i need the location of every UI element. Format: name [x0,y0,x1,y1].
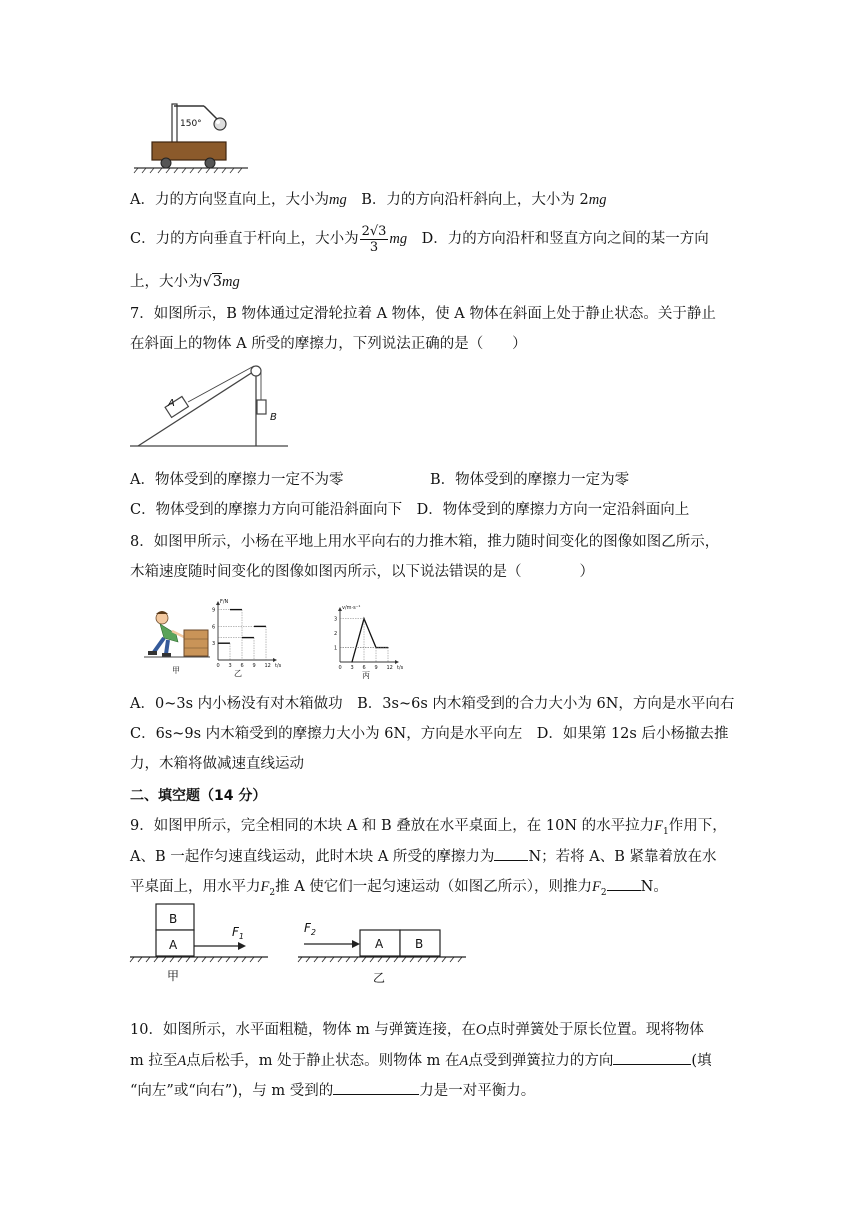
force-x-arrow [273,658,277,662]
force-y-tick: 3 [212,641,216,648]
velocity-line [352,619,388,662]
fig9-yi-label: 乙 [373,971,386,985]
q9-blank-2[interactable] [607,876,641,891]
force-y-tick: 9 [212,607,216,614]
velocity-x-tick: 0 [338,665,342,671]
q6-options-cd: C．力的方向垂直于杆向上，大小为 $\frac{2√3}{3}$ mg D．力的方向沿杆和竖直方向之间的某一方向 [130,223,709,255]
fig-yi-label: 乙 [234,669,242,678]
q6-option-c[interactable]: C．力的方向垂直于杆向上，大小为 [130,231,359,247]
boy-pushing-box-figure [142,604,212,676]
force-x-tick: 0 [216,663,220,669]
q7-stem-line2: 在斜面上的物体 A 所受的摩擦力，下列说法正确的是（ ） [130,336,527,352]
velocity-x-tick: 6 [362,665,366,671]
fig2-block-b: B [415,937,424,951]
cart-rod-ball-figure [130,100,250,175]
q6-fraction: $\frac{2√3}{3}$ [361,223,387,255]
q7-option-b-wrap [430,470,629,490]
q6-option-d[interactable]: D．力的方向沿杆和竖直方向之间的某一方向 [421,231,709,247]
q8-option-a-b[interactable]: A．0~3s 内小杨没有对木箱做功 B．3s~6s 内木箱受到的合力大小为 6N，方向是水平向右 [130,696,735,712]
fig9-jia-label: 甲 [167,969,180,983]
velocity-x-tick: 12 [386,665,393,671]
q9-stem-line2: A、B 一起作匀速直线运动，此时木块 A 所受的摩擦力为 N；若将 A、B 紧靠着放在水 [130,846,716,867]
velocity-y-tick: 3 [334,616,338,623]
force-time-chart [208,596,284,678]
velocity-time-chart [328,598,408,680]
q8-option-d-cont: 力，木箱将做减速直线运动 [130,756,304,772]
velocity-y-tick: 2 [334,631,338,638]
side-by-side-blocks-figure [296,916,468,988]
velocity-x-label: t/s [397,665,404,671]
q6-options-ab: A．力的方向竖直向上，大小为mg B．力的方向沿杆斜向上，大小为 2mg [130,192,607,208]
block-b-label: B [270,412,277,423]
q9-blank-1[interactable] [494,846,528,861]
force-x-label: t/s [275,663,282,669]
q8-option-c-d[interactable]: C．6s~9s 内木箱受到的摩擦力大小为 6N，方向是水平向左 D．如果第 12s 后小杨撤去推 [130,726,729,742]
q8-options-cd [130,724,728,744]
incline-pulley-figure [130,362,290,452]
q8-stem-line1: 8．如图甲所示，小杨在平地上用水平向右的力推木箱，推力随时间变化的图像如图乙所示， [130,534,720,550]
q8-options-ab [130,694,734,714]
q9-stem-line1: 9．如图甲所示，完全相同的木块 A 和 B 叠放在水平桌面上，在 10N 的水平拉力$F_1$作用下， [130,818,727,837]
q10-stem-line1: 10．如图所示，水平面粗糙，物体 m 与弹簧连接，在O点时弹簧处于原长位置。现将物体 [130,1022,704,1038]
q7-options-cd [130,500,689,520]
velocity-y-tick: 1 [334,645,338,652]
q10-blank-2[interactable] [333,1080,419,1095]
fig-jia-label: 甲 [172,666,180,675]
q7-option-a[interactable]: A．物体受到的摩擦力一定不为零 [130,472,344,488]
fig-bing-label: 丙 [362,671,370,680]
q6-option-a[interactable]: A．力的方向竖直向上，大小为 [130,192,329,208]
force-x-tick: 3 [228,663,232,669]
section-title: 二、填空题（14 分） [130,788,267,804]
force-y-tick: 6 [212,624,216,631]
velocity-y-label: v/m·s⁻¹ [342,605,361,611]
q10-stem-line3: “向左”或“向右”)，与 m 受到的 力是一对平衡力。 [130,1080,535,1101]
velocity-x-tick: 9 [374,665,378,671]
angle-label: 150° [180,119,202,129]
q7-option-c[interactable]: C．物体受到的摩擦力方向可能沿斜面向下 [130,502,403,518]
fig2-block-a: A [375,937,384,951]
velocity-x-tick: 3 [350,665,354,671]
q9-stem-line3: 平桌面上，用水平力$F_2$推 A 使它们一起匀速运动（如图乙所示），则推力$F_2$ N。 [130,876,668,903]
block-a-label: A [168,398,175,409]
q10-stem-line2: m 拉至A点后松手，m 处于静止状态。则物体 m 在A点受到弹簧拉力的方向 (填 [130,1050,712,1071]
q7-options-ab [130,470,343,490]
stacked-blocks-figure [128,900,270,986]
q6-option-b[interactable]: B．力的方向沿杆斜向上，大小为 2 [361,192,589,208]
q7-option-b[interactable]: B．物体受到的摩擦力一定为零 [430,472,630,488]
q7-stem-line1: 7．如图所示，B 物体通过定滑轮拉着 A 物体，使 A 物体在斜面上处于静止状态。关于静止 [130,306,716,322]
fig-f1-label: $F_1$ [232,925,244,941]
velocity-point [351,661,352,662]
fig-f2-label: $F_2$ [304,921,316,937]
q10-blank-1[interactable] [613,1050,691,1065]
velocity-x-arrow [395,660,399,664]
q8-stem-line2: 木箱速度随时间变化的图像如图丙所示，以下说法错误的是（ ） [130,564,594,580]
force-x-tick: 6 [240,663,244,669]
q6-option-d-cont: 上，大小为√3mg [130,274,240,290]
fig-block-a: A [169,938,178,952]
fig-block-b: B [169,912,178,926]
force-x-tick: 9 [252,663,256,669]
force-y-label: F/N [220,599,229,605]
force-x-tick: 12 [264,663,271,669]
q7-option-d[interactable]: D．物体受到的摩擦力方向一定沿斜面向上 [416,502,690,518]
